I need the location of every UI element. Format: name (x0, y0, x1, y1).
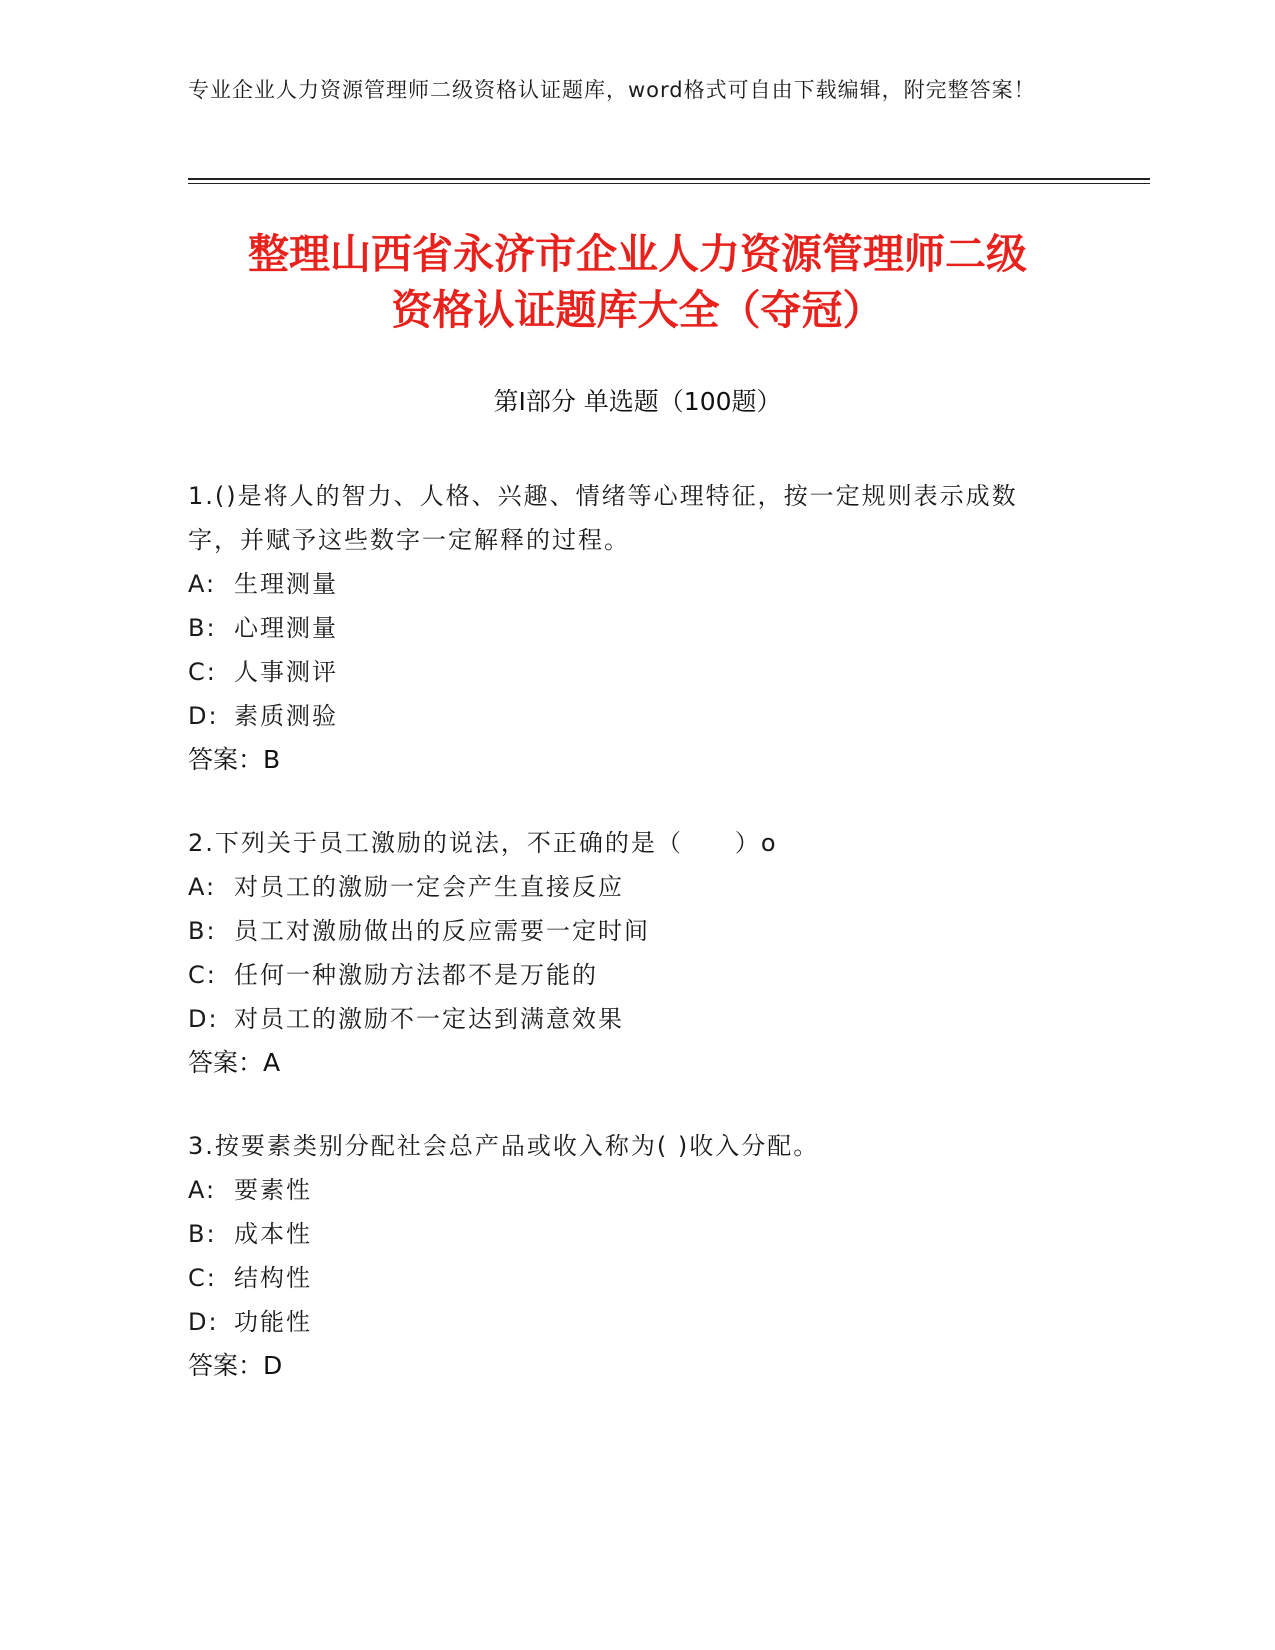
question-list (188, 474, 1068, 1427)
header-note: 专业企业人力资源管理师二级资格认证题库，word格式可自由下载编辑，附完整答案！ (188, 78, 1036, 102)
option-c (188, 1256, 1068, 1300)
question-stem: 1.()是将人的智力、人格、兴趣、情绪等心理特征，按一定规则表示成数字，并赋予这些数字一定解释的过程。 (188, 482, 1018, 554)
document-title-line-2: 资格认证题库大全（夺冠） (391, 286, 884, 334)
option-letter: B: (188, 1220, 217, 1248)
option-letter: B: (188, 917, 217, 945)
option-letter: C: (188, 658, 217, 686)
option-letter: B: (188, 614, 217, 642)
answer-line: 答案：A (188, 1048, 281, 1077)
question-2 (188, 821, 1068, 1085)
option-text: 对员工的激励一定会产生直接反应 (234, 873, 624, 901)
document-title (160, 226, 1115, 338)
option-a (188, 1168, 1068, 1212)
section-title: 第Ⅰ部分 单选题（100题） (493, 387, 782, 416)
option-text: 要素性 (234, 1176, 312, 1204)
header-rule-thick (188, 178, 1150, 180)
option-letter: D: (188, 1308, 219, 1336)
answer-line: 答案：B (188, 745, 281, 774)
option-letter: A: (188, 1176, 217, 1204)
option-d (188, 997, 1068, 1041)
option-text: 任何一种激励方法都不是万能的 (234, 961, 598, 989)
option-text: 结构性 (234, 1264, 312, 1292)
option-d (188, 694, 1068, 738)
option-letter: A: (188, 873, 217, 901)
option-a (188, 865, 1068, 909)
question-3 (188, 1124, 1068, 1388)
option-text: 生理测量 (234, 570, 338, 598)
option-letter: D: (188, 1005, 219, 1033)
option-c (188, 650, 1068, 694)
header-rule-thin (188, 183, 1150, 184)
option-b (188, 1212, 1068, 1256)
option-text: 素质测验 (234, 702, 338, 730)
option-text: 对员工的激励不一定达到满意效果 (234, 1005, 624, 1033)
option-text: 人事测评 (234, 658, 338, 686)
option-letter: A: (188, 570, 217, 598)
option-text: 功能性 (234, 1308, 312, 1336)
question-stem: 3.按要素类别分配社会总产品或收入称为( )收入分配。 (188, 1132, 820, 1160)
option-text: 成本性 (234, 1220, 312, 1248)
option-text: 员工对激励做出的反应需要一定时间 (234, 917, 650, 945)
option-text: 心理测量 (234, 614, 338, 642)
question-1 (188, 474, 1068, 782)
answer-line: 答案：D (188, 1351, 283, 1380)
option-b (188, 606, 1068, 650)
option-letter: D: (188, 702, 219, 730)
document-title-line-1: 整理山西省永济市企业人力资源管理师二级 (248, 230, 1027, 278)
option-a (188, 562, 1068, 606)
option-c (188, 953, 1068, 997)
option-b (188, 909, 1068, 953)
option-letter: C: (188, 961, 217, 989)
option-d (188, 1300, 1068, 1344)
option-letter: C: (188, 1264, 217, 1292)
question-stem: 2.下列关于员工激励的说法，不正确的是（ ）o (188, 829, 778, 857)
